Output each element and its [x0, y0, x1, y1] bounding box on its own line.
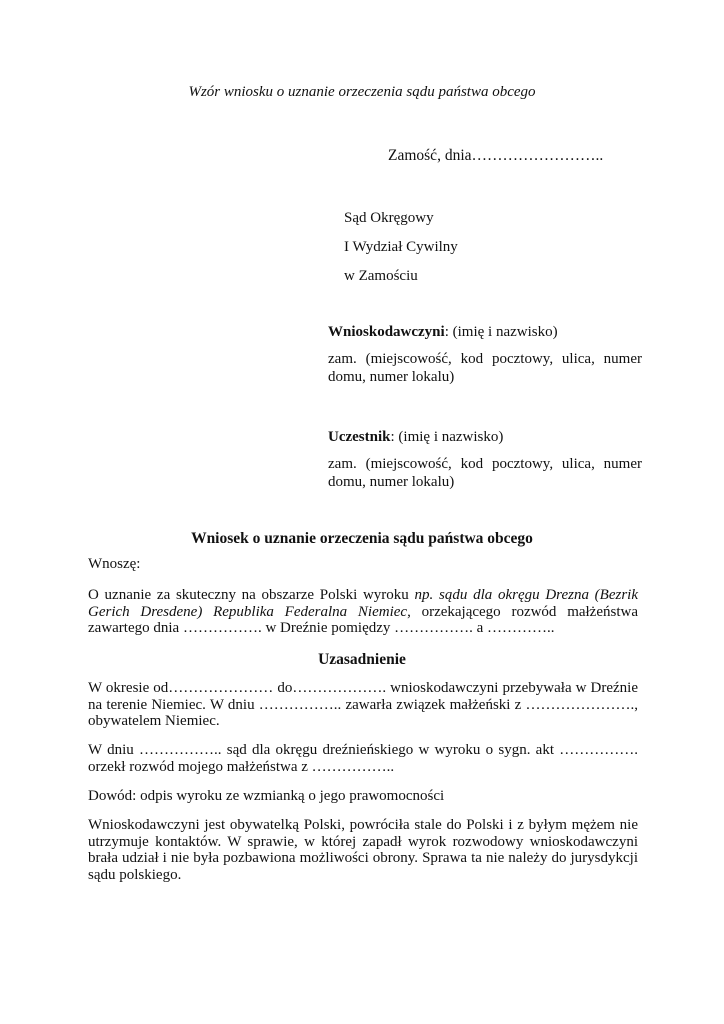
template-title: Wzór wniosku o uznanie orzeczenia sądu państwa obcego [188, 84, 536, 100]
request-text-end: , orzekającego rozwód małżeństwa zawartego dnia ……………. w Dreźnie pomiędzy ……………. a ………….. [88, 603, 638, 636]
applicant-address-hint: zam. (miejscowość, kod pocztowy, ulica, numer domu, numer lokalu) [328, 351, 642, 385]
applicant-block [328, 323, 642, 386]
request-text-start: O uznanie za skuteczny na obszarze Polski wyroku [88, 587, 415, 603]
participant-address-hint: zam. (miejscowość, kod pocztowy, ulica, numer domu, numer lokalu) [328, 456, 642, 490]
justification-paragraph-3: Wnioskodawczyni jest obywatelką Polski, powróciła stale do Polski i z byłym mężem nie utrzymuje kontaktów. W sprawie, w której zapadł wyrok rozwodowy wnioskodawczyni brała udział i nie była pozbawiona możliwości obrony. Sprawa ta nie należy do jurysdykcji sądu polskiego. [88, 817, 638, 883]
applicant-label: Wnioskodawczyni [328, 324, 445, 340]
request-label: Wnoszę: [88, 556, 141, 572]
justification-paragraph-1: W okresie od………………… do………………. wnioskodawczyni przebywała w Dreźnie na terenie Niemiec. W dniu …………….. zawarła związek małżeński z …………………., obywatelem Niemiec. [88, 680, 638, 729]
applicant-name-hint: : (imię i nazwisko) [444, 324, 558, 340]
participant-label: Uczestnik [328, 429, 391, 445]
participant-name-hint: : (imię i nazwisko) [390, 429, 504, 445]
court-division: I Wydział Cywilny [344, 239, 458, 255]
court-city: w Zamościu [344, 268, 418, 284]
request-court-example: np. sądu dla okręgu Drezna (Bezrik Gerich Dresdene) Republika Federalna Niemiec [88, 587, 638, 620]
justification-title: Uzasadnienie [318, 651, 406, 668]
justification-paragraph-2: W dniu …………….. sąd dla okręgu dreźnieńskiego w wyroku o sygn. akt ……………. orzekł rozwód mojego małżeństwa z …………….. [88, 742, 638, 775]
participant-block [328, 428, 642, 491]
court-name: Sąd Okręgowy [344, 210, 434, 226]
request-paragraph [88, 587, 638, 637]
evidence-line: Dowód: odpis wyroku ze wzmianką o jego prawomocności [88, 788, 445, 804]
participant-name-line [328, 428, 642, 446]
motion-title: Wniosek o uznanie orzeczenia sądu państwa obcego [191, 530, 533, 547]
place-date-line: Zamość, dnia…………………….. [388, 147, 604, 164]
applicant-name-line [328, 323, 642, 341]
